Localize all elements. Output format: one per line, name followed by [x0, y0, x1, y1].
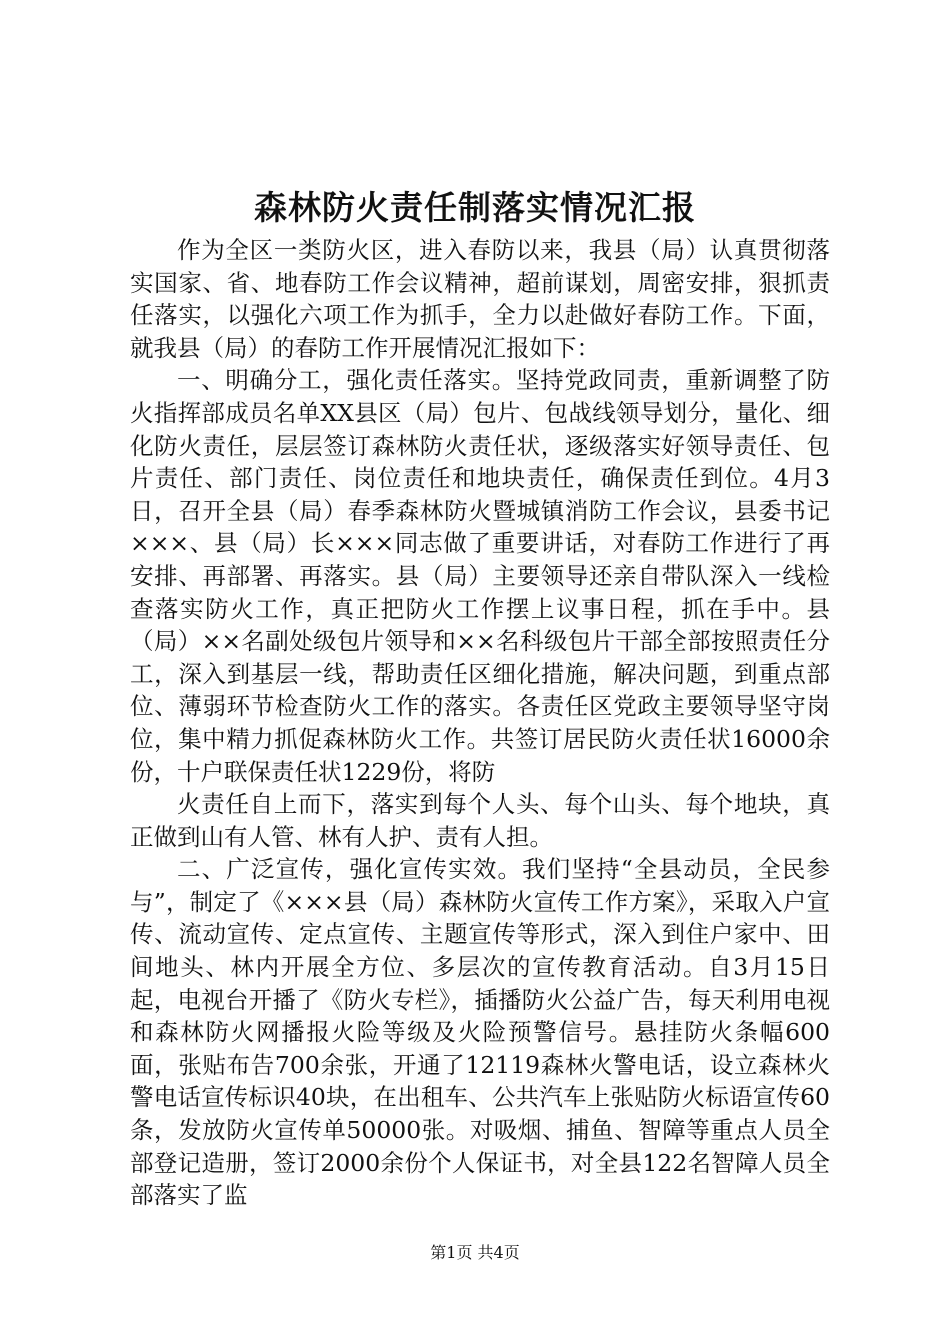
paragraph-section-2: 二、广泛宣传，强化宣传实效。我们坚持“全县动员，全民参与”，制定了《×××县（局）森林防火宣传工作方案》，采取入户宣传、流动宣传、定点宣传、主题宣传等形式，深入到住户家中、田间地头、林内开展全方位、多层次的宣传教育活动。自3月15日起，电视台开播了《防火专栏》，插播防火公益广告，每天利用电视和森林防火网播报火险等级及火险预警信号。悬挂防火条幅600面，张贴布告700余张，开通了12119森林火警电话，设立森林火警电话宣传标识40块，在出租车、公共汽车上张贴防火标语宣传60条，发放防火宣传单50000张。对吸烟、捕鱼、智障等重点人员全部登记造册，签订2000余份个人保证书，对全县122名智障人员全部落实了监: [130, 855, 830, 1210]
paragraph-section-1-continued: 火责任自上而下，落实到每个人头、每个山头、每个地块，真正做到山有人管、林有人护、责有人担。: [130, 790, 830, 851]
paragraph-intro: 作为全区一类防火区，进入春防以来，我县（局）认真贯彻落实国家、省、地春防工作会议精神，超前谋划，周密安排，狠抓责任落实，以强化六项工作为抓手，全力以赴做好春防工作。下面，就我县（局）的春防工作开展情况汇报如下：: [130, 236, 830, 362]
document-body: [130, 234, 830, 1212]
page-number-footer: 第1页 共4页: [430, 1243, 520, 1262]
document-title: 森林防火责任制落实情况汇报: [254, 188, 696, 227]
paragraph-section-1: 一、明确分工，强化责任落实。坚持党政同责，重新调整了防火指挥部成员名单XX县区（局）包片、包战线领导划分，量化、细化防火责任，层层签订森林防火责任状，逐级落实好领导责任、包片责任、部门责任、岗位责任和地块责任，确保责任到位。4月3日，召开全县（局）春季森林防火暨城镇消防工作会议，县委书记×××、县（局）长×××同志做了重要讲话，对春防工作进行了再安排、再部署、再落实。县（局）主要领导还亲自带队深入一线检查落实防火工作，真正把防火工作摆上议事日程，抓在手中。县（局）××名副处级包片领导和××名科级包片干部全部按照责任分工，深入到基层一线，帮助责任区细化措施，解决问题，到重点部位、薄弱环节检查防火工作的落实。各责任区党政主要领导坚守岗位，集中精力抓促森林防火工作。共签订居民防火责任状16000余份，十户联保责任状1229份，将防: [130, 366, 830, 786]
